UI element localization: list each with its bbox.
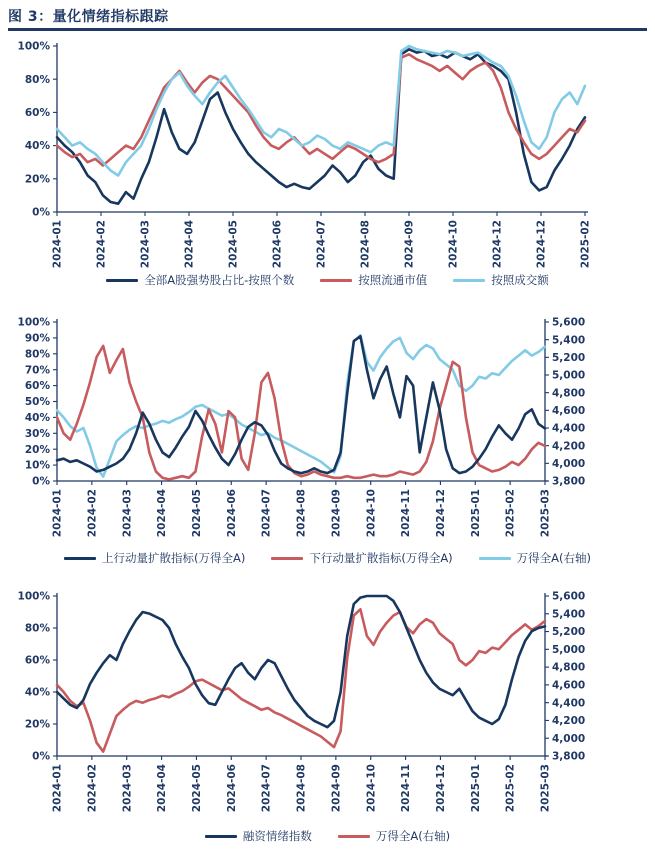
y-right-tick-label: 5,600	[552, 316, 586, 329]
x-tick-label: 2024-12	[535, 220, 548, 269]
x-tick-label: 2025-02	[504, 489, 517, 538]
y-right-tick-label: 4,200	[552, 715, 586, 728]
x-tick-label: 2024-11	[400, 764, 413, 813]
x-tick-label: 2024-02	[95, 220, 108, 269]
legend-line-swatch	[205, 835, 237, 838]
x-tick-label: 2024-01	[51, 220, 64, 269]
y-left-tick-label: 100%	[17, 316, 50, 329]
x-tick-label: 2024-12	[435, 764, 448, 813]
x-tick-label: 2024-05	[191, 489, 204, 538]
legend-label: 按照成交额	[491, 273, 549, 287]
series-line	[57, 335, 545, 476]
x-tick-label: 2024-06	[271, 220, 284, 269]
x-tick-label: 2024-10	[447, 220, 460, 269]
legend-label: 融资情绪指数	[242, 829, 312, 843]
y-left-tick-label: 80%	[24, 73, 50, 86]
chart2-legend	[0, 550, 655, 566]
y-left-tick-label: 60%	[24, 107, 50, 119]
y-left-tick-label: 0%	[32, 750, 50, 763]
x-tick-label: 2024-10	[365, 489, 378, 538]
legend-label: 万得全A(右轴)	[516, 551, 592, 565]
x-tick-label: 2024-05	[227, 220, 240, 269]
legend-label: 万得全A(右轴)	[375, 829, 451, 843]
series-line	[57, 346, 545, 480]
y-left-tick-label: 30%	[24, 427, 50, 440]
x-tick-label: 2024-02	[86, 764, 99, 813]
y-right-tick-label: 5,600	[552, 590, 586, 603]
y-left-tick-label: 0%	[32, 475, 50, 488]
x-tick-label: 2024-11	[400, 489, 413, 538]
y-right-tick-label: 3,800	[552, 475, 586, 488]
x-tick-label: 2024-02	[86, 489, 99, 538]
legend-item	[338, 828, 450, 844]
x-tick-label: 2025-02	[504, 764, 517, 813]
figure-title: 图 3：量化情绪指标跟踪	[8, 9, 169, 25]
x-tick-label: 2024-10	[365, 764, 378, 813]
y-right-tick-label: 4,600	[552, 404, 586, 417]
legend-item	[453, 272, 549, 288]
y-left-tick-label: 70%	[24, 364, 50, 377]
x-tick-label: 2024-08	[295, 764, 308, 813]
legend-line-swatch	[106, 279, 138, 282]
y-right-tick-label: 5,200	[552, 351, 586, 364]
x-tick-label: 2024-07	[315, 220, 328, 269]
y-left-tick-label: 0%	[32, 206, 50, 219]
y-left-tick-label: 40%	[24, 412, 50, 424]
legend-line-swatch	[338, 835, 370, 838]
legend-item	[479, 550, 591, 566]
legend-line-swatch	[271, 557, 303, 560]
x-tick-label: 2024-07	[260, 764, 273, 813]
x-tick-label: 2024-08	[359, 220, 372, 269]
y-right-tick-label: 4,400	[552, 422, 586, 435]
x-tick-label: 2025-01	[469, 489, 482, 538]
y-left-tick-label: 20%	[24, 443, 50, 456]
x-tick-label: 2024-09	[330, 489, 343, 538]
y-right-tick-label: 4,200	[552, 440, 586, 453]
y-left-tick-label: 80%	[24, 348, 50, 361]
x-tick-label: 2024-09	[330, 764, 343, 813]
y-right-tick-label: 3,800	[552, 750, 586, 763]
y-right-tick-label: 5,200	[552, 626, 586, 639]
y-right-tick-label: 4,000	[552, 457, 586, 470]
y-right-tick-label: 5,000	[552, 369, 586, 382]
x-tick-label: 2024-08	[295, 489, 308, 538]
x-tick-label: 2025-03	[539, 764, 552, 813]
legend-line-swatch	[453, 279, 485, 282]
y-right-tick-label: 4,800	[552, 661, 586, 674]
x-tick-label: 2024-03	[139, 220, 152, 269]
x-tick-label: 2024-05	[191, 764, 204, 813]
legend-label: 下行动量扩散指标(万得全A)	[309, 551, 453, 565]
x-tick-label: 2024-04	[183, 220, 196, 269]
x-tick-label: 2024-03	[121, 489, 134, 538]
y-left-tick-label: 60%	[24, 654, 50, 667]
y-right-tick-label: 4,000	[552, 732, 586, 745]
x-tick-label: 2024-04	[156, 489, 169, 538]
x-tick-label: 2024-09	[403, 220, 416, 269]
y-left-tick-label: 40%	[24, 140, 50, 153]
legend-item	[205, 828, 312, 844]
chart-3	[18, 591, 586, 813]
legend-item	[271, 550, 452, 566]
legend-label: 全部A股强势股占比-按照个数	[144, 273, 295, 287]
legend-item	[106, 272, 294, 288]
chart1-legend	[0, 272, 655, 288]
y-left-tick-label: 20%	[24, 173, 50, 186]
y-right-tick-label: 5,400	[552, 608, 586, 621]
series-line	[57, 46, 585, 176]
x-tick-label: 2024-01	[51, 489, 64, 538]
y-right-tick-label: 5,400	[552, 334, 586, 347]
y-left-tick-label: 20%	[24, 718, 50, 731]
y-right-tick-label: 4,600	[552, 679, 586, 692]
y-left-tick-label: 10%	[24, 459, 50, 472]
legend-item	[320, 272, 427, 288]
y-left-tick-label: 100%	[17, 40, 50, 53]
x-tick-label: 2024-07	[260, 489, 273, 538]
x-tick-label: 2025-02	[579, 220, 592, 269]
legend-item	[64, 550, 245, 566]
y-left-tick-label: 90%	[24, 332, 50, 345]
y-left-tick-label: 100%	[17, 590, 50, 603]
chart-1	[18, 41, 592, 269]
x-tick-label: 2024-12	[435, 489, 448, 538]
legend-label: 上行动量扩散指标(万得全A)	[101, 551, 246, 565]
y-left-tick-label: 80%	[24, 622, 50, 635]
legend-line-swatch	[64, 557, 96, 560]
x-tick-label: 2024-01	[51, 764, 64, 813]
x-tick-label: 2024-06	[225, 764, 238, 813]
y-right-tick-label: 4,800	[552, 387, 586, 400]
x-tick-label: 2024-04	[156, 764, 169, 813]
chart3-legend	[0, 828, 655, 844]
x-tick-label: 2024-12	[491, 220, 504, 269]
x-tick-label: 2025-03	[539, 489, 552, 538]
legend-label: 按照流通市值	[358, 273, 428, 287]
y-right-tick-label: 5,000	[552, 643, 586, 656]
x-tick-label: 2024-06	[225, 489, 238, 538]
y-left-tick-label: 60%	[24, 380, 50, 393]
x-tick-label: 2024-03	[121, 764, 134, 813]
y-left-tick-label: 40%	[24, 686, 50, 699]
chart-2	[18, 317, 586, 538]
legend-line-swatch	[479, 557, 511, 560]
y-right-tick-label: 4,400	[552, 697, 586, 710]
legend-line-swatch	[320, 279, 352, 282]
y-left-tick-label: 50%	[24, 396, 50, 409]
x-tick-label: 2025-01	[469, 764, 482, 813]
